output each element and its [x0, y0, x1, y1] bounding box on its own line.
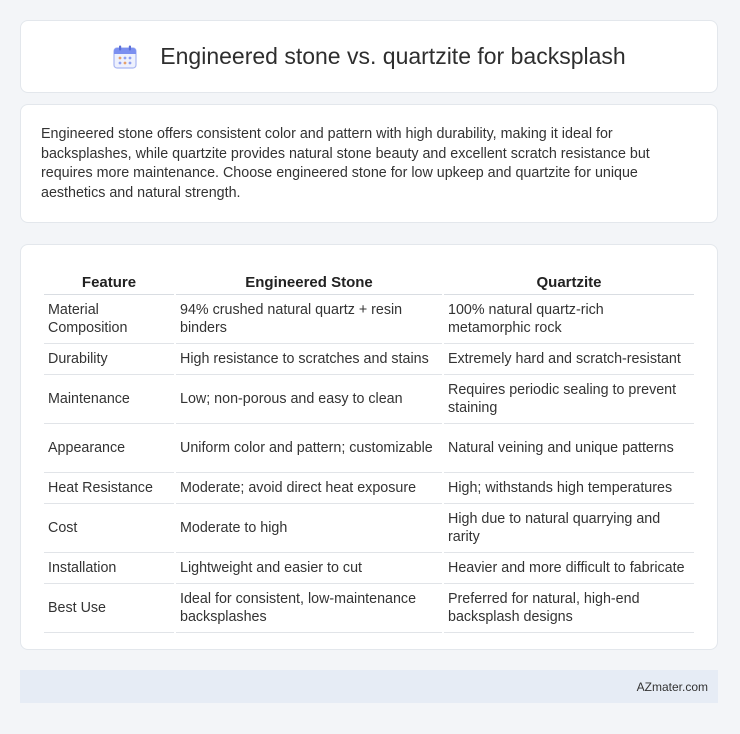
comparison-table	[42, 265, 696, 633]
header-quartzite: Quartzite	[444, 265, 694, 295]
cell-quartzite: Requires periodic sealing to prevent staining	[444, 375, 694, 424]
comparison-table-card	[20, 244, 718, 650]
cell-feature: Maintenance	[44, 375, 174, 424]
cell-engineered-stone: Lightweight and easier to cut	[176, 553, 442, 584]
cell-engineered-stone: Uniform color and pattern; customizable	[176, 424, 442, 473]
page-title: Engineered stone vs. quartzite for backsplash	[160, 43, 626, 69]
cell-feature: Heat Resistance	[44, 473, 174, 504]
table-row	[44, 375, 694, 424]
cell-quartzite: Natural veining and unique patterns	[444, 424, 694, 473]
cell-quartzite: High due to natural quarrying and rarity	[444, 504, 694, 553]
cell-engineered-stone: Moderate; avoid direct heat exposure	[176, 473, 442, 504]
table-row	[44, 473, 694, 504]
summary-card	[20, 104, 718, 223]
cell-feature: Best Use	[44, 584, 174, 633]
cell-feature: Material Composition	[44, 295, 174, 344]
cell-engineered-stone: Ideal for consistent, low-maintenance backsplashes	[176, 584, 442, 633]
title-card	[20, 20, 718, 93]
cell-feature: Installation	[44, 553, 174, 584]
cell-engineered-stone: 94% crushed natural quartz + resin binders	[176, 295, 442, 344]
summary-text: Engineered stone offers consistent color and pattern with high durability, making it ideal for backsplashes, while quartzite provides natural stone beauty and excellent scratch resistance but requires more maintenance. Choose engineered stone for low upkeep and quartzite for unique aesthetics and natural strength.	[41, 126, 650, 201]
cell-feature: Appearance	[44, 424, 174, 473]
cell-quartzite: Extremely hard and scratch-resistant	[444, 344, 694, 375]
table-row	[44, 584, 694, 633]
cell-quartzite: Heavier and more difficult to fabricate	[444, 553, 694, 584]
calendar-icon	[112, 44, 138, 70]
table-header-row	[44, 265, 694, 295]
cell-engineered-stone: High resistance to scratches and stains	[176, 344, 442, 375]
table-row	[44, 344, 694, 375]
footer-brand[interactable]: AZmater.com	[636, 679, 708, 694]
table-row	[44, 424, 694, 473]
cell-quartzite: Preferred for natural, high-end backsplash designs	[444, 584, 694, 633]
cell-feature: Durability	[44, 344, 174, 375]
cell-engineered-stone: Low; non-porous and easy to clean	[176, 375, 442, 424]
cell-quartzite: High; withstands high temperatures	[444, 473, 694, 504]
header-feature: Feature	[44, 265, 174, 295]
table-row	[44, 553, 694, 584]
cell-engineered-stone: Moderate to high	[176, 504, 442, 553]
footer	[20, 670, 718, 703]
header-engineered-stone: Engineered Stone	[176, 265, 442, 295]
table-row	[44, 504, 694, 553]
cell-quartzite: 100% natural quartz-rich metamorphic rock	[444, 295, 694, 344]
table-row	[44, 295, 694, 344]
cell-feature: Cost	[44, 504, 174, 553]
